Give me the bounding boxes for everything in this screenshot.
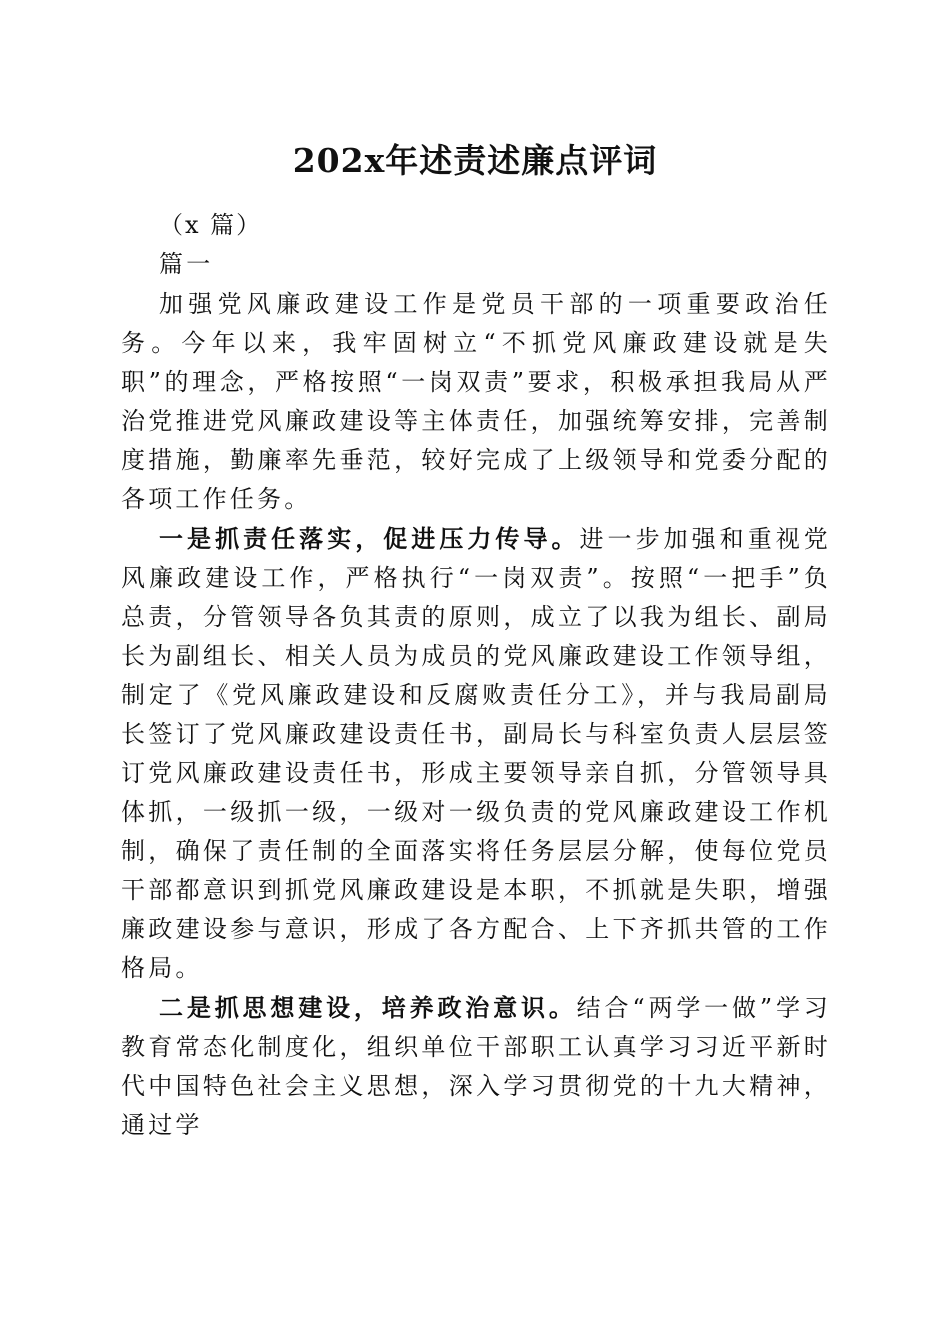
paragraph-3 (121, 988, 831, 1145)
paragraph-1-text: 加强党风廉政建设工作是党员干部的一项重要政治任务。今年以来，我牢固树立“不抓党风廉政建设就是失职”的理念，严格按照“一岗双责”要求，积极承担我局从严治党推进党风廉政建设等主体责任，加强统筹安排，完善制度措施，勤廉率先垂范，较好完成了上级领导和党委分配的各项工作任务。 (121, 290, 831, 513)
paragraph-2-lead: 一是抓责任落实，促进压力传导。 (159, 524, 580, 553)
paragraph-3-lead: 二是抓思想建设，培养政治意识。 (159, 993, 577, 1022)
paragraph-3-text: 结合“两学一做”学习教育常态化制度化，组织单位干部职工认真学习习近平新时代中国特色社会主义思想，深入学习贯彻党的十九大精神，通过学 (121, 994, 832, 1139)
section-heading: 篇一 (159, 250, 214, 278)
paragraph-2 (121, 519, 831, 988)
paragraph-2-text: 进一步加强和重视党风廉政建设工作，严格执行“一岗双责”。按照“一把手”负总责，分管领导各负其责的原则，成立了以我为组长、副局长为副组长、相关人员为成员的党风廉政建设工作领导组，制定了《党风廉政建设和反腐败责任分工》，并与我局副局长签订了党风廉政建设责任书，副局长与科室负责人层层签订党风廉政建设责任书，形成主要领导亲自抓，分管领导具体抓，一级抓一级，一级对一级负责的党风廉政建设工作机制，确保了责任制的全面落实将任务层层分解，使每位党员干部都意识到抓党风廉政建设是本职，不抓就是失职，增强廉政建设参与意识，形成了各方配合、上下齐抓共管的工作格局。 (121, 525, 831, 982)
document-title: 202x年述责述廉点评词 (292, 141, 658, 180)
count-note: （x 篇） (159, 211, 263, 239)
document-body (121, 206, 831, 1145)
paragraph-1 (121, 284, 831, 519)
